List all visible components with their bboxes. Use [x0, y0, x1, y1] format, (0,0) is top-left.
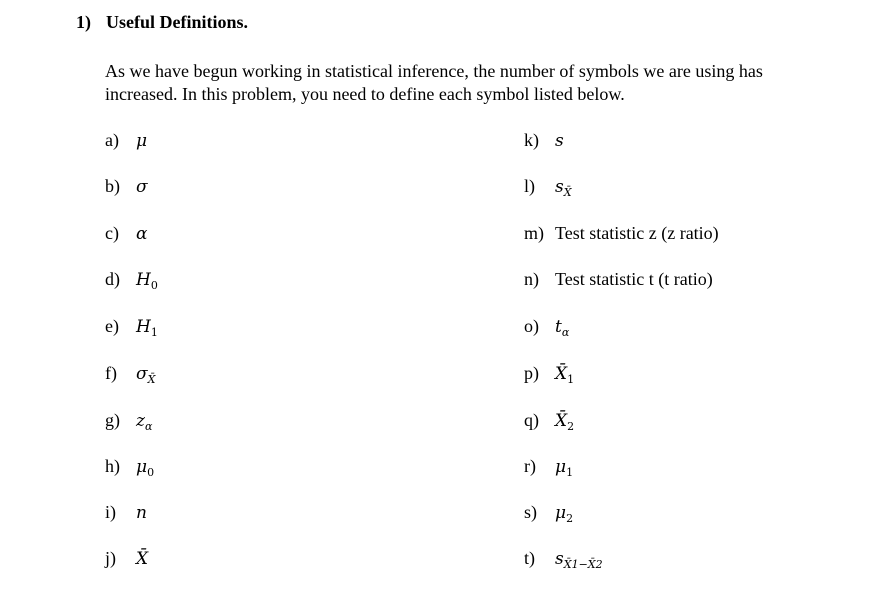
definition-item-a: a) μ — [105, 130, 148, 151]
symbol-xbar2: $X̄_2$ — [555, 411, 575, 433]
symbol-h1: $H_1$ — [136, 317, 158, 339]
definition-item-h: h) $\mu_0$ — [105, 454, 154, 485]
symbol-n: n — [136, 503, 147, 523]
definition-item-g: g) $z_\alpha$ — [105, 408, 152, 439]
symbol-xbar: X̄ — [136, 549, 149, 569]
symbol-mu: μ — [136, 131, 148, 151]
definition-item-k: k) s — [524, 130, 564, 151]
test-statistic-t-text: Test statistic t (t ratio) — [555, 269, 713, 289]
definition-item-s: s) $\mu_2$ — [524, 500, 573, 531]
definition-item-d: d) $H_0$ — [105, 267, 158, 298]
symbol-sigma-xbar: $\sigma_{X̄}$ — [136, 364, 156, 386]
symbol-z-alpha: $z_\alpha$ — [136, 411, 153, 433]
symbol-alpha: α — [136, 224, 148, 244]
definition-item-r: r) $\mu_1$ — [524, 454, 573, 485]
test-statistic-z-text: Test statistic z (z ratio) — [555, 223, 719, 243]
symbol-s: s — [555, 131, 564, 151]
definition-item-t: t) $s_{X̄1-X̄2}$ — [524, 546, 603, 577]
symbol-s-xbar1-minus-xbar2: $s_{X̄1-X̄2}$ — [555, 549, 603, 571]
definition-item-b: b) σ — [105, 176, 148, 197]
symbol-h0: $H_0$ — [136, 270, 158, 292]
symbol-xbar1: $X̄_1$ — [555, 364, 575, 386]
symbol-mu2: $\mu_2$ — [555, 503, 574, 525]
definition-item-q: q) $X̄_2$ — [524, 408, 574, 439]
section-heading — [76, 12, 248, 33]
definition-item-n: n) Test statistic t (t ratio) — [524, 269, 713, 289]
symbol-sigma: σ — [136, 177, 148, 197]
definition-item-f: f) $\sigma_{X̄}$ — [105, 361, 155, 392]
definition-item-c: c) α — [105, 223, 148, 244]
definition-item-l: l) $s_{X̄}$ — [524, 174, 572, 205]
definition-item-j: j) X̄ — [105, 548, 149, 569]
symbol-mu1: $\mu_1$ — [555, 457, 574, 479]
section-number: 1) — [76, 12, 91, 32]
definition-item-i: i) n — [105, 502, 147, 523]
symbol-s-xbar: $s_{X̄}$ — [555, 177, 572, 199]
symbol-t-alpha: $t_\alpha$ — [555, 317, 570, 339]
section-title: Useful Definitions. — [106, 12, 249, 32]
definition-item-m: m) Test statistic z (z ratio) — [524, 223, 719, 243]
definition-item-o: o) $t_\alpha$ — [524, 314, 569, 345]
intro-paragraph: As we have begun working in statistical inference, the number of symbols we are using has increased. In this problem, you need to define each symbol listed below. — [105, 61, 763, 104]
symbol-mu0: $\mu_0$ — [136, 457, 155, 479]
definition-item-e: e) $H_1$ — [105, 314, 158, 345]
definition-item-p: p) $X̄_1$ — [524, 361, 574, 392]
